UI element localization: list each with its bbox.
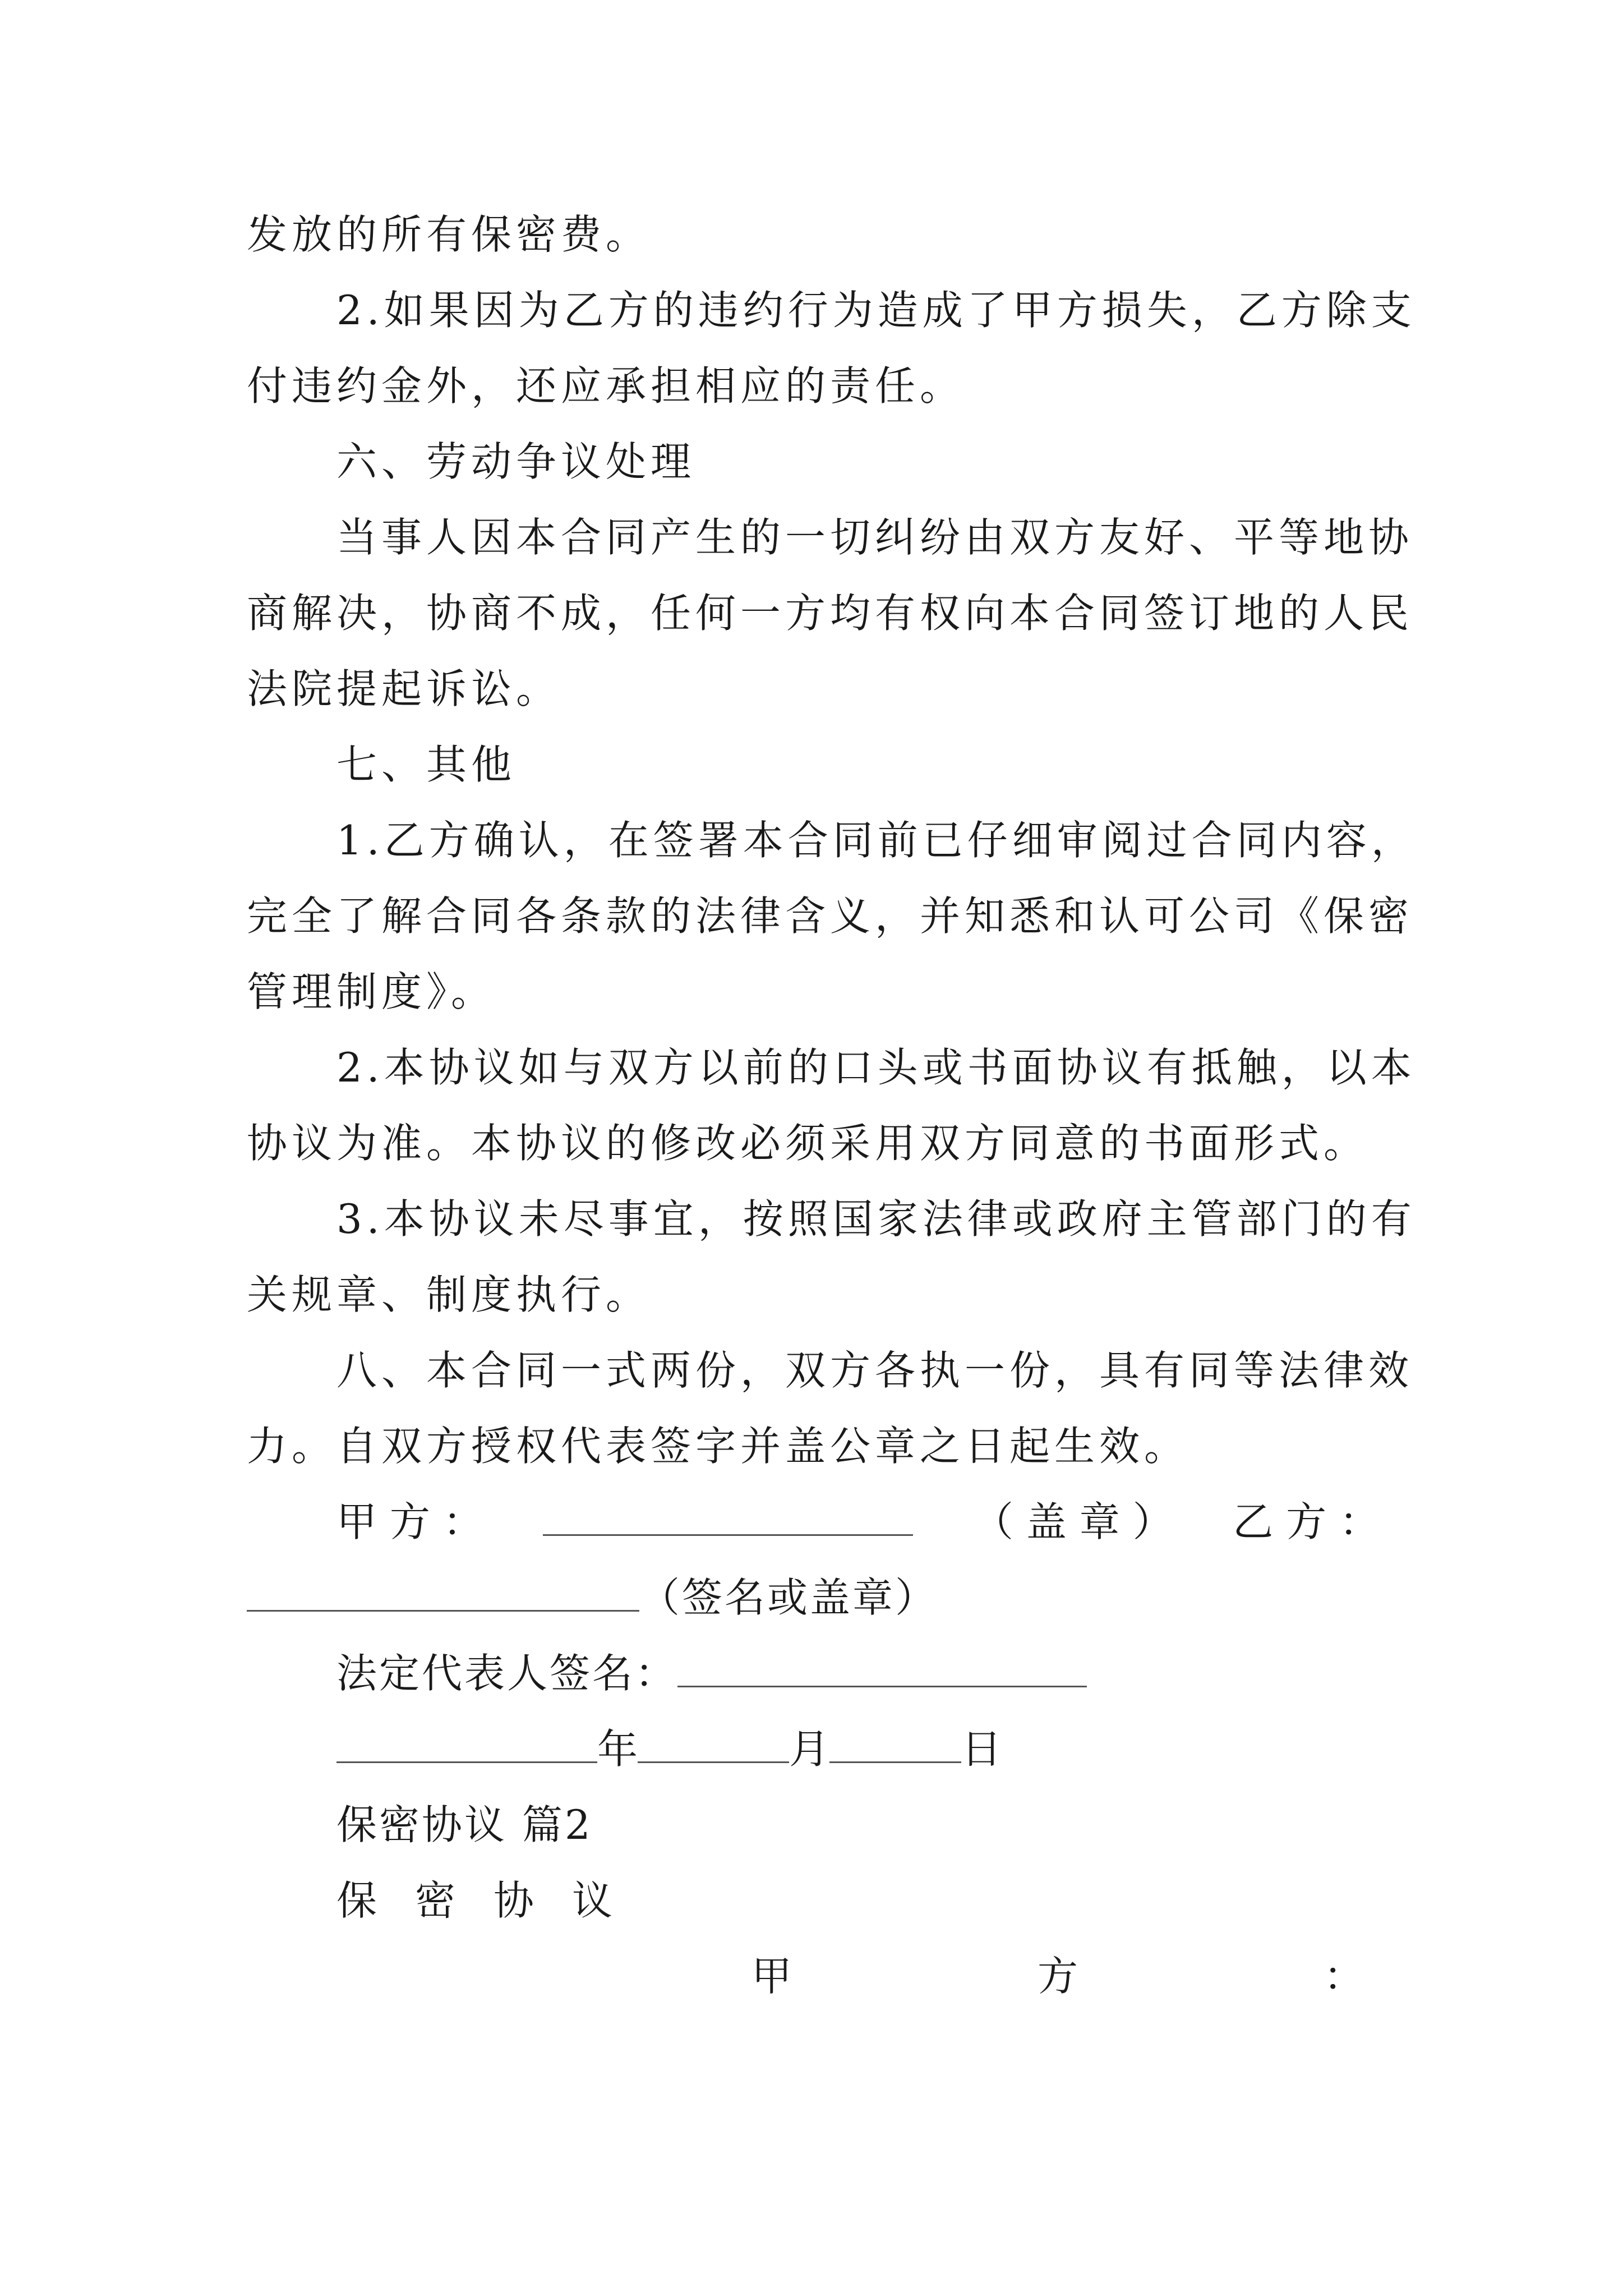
paragraph-line: 管理制度》。 <box>247 968 496 1015</box>
legal-rep-label: 法定代表人签名： <box>336 1650 678 1697</box>
party-a-label: 甲 方 ： <box>336 1498 483 1545</box>
sign-or-seal-label: （签名或盖章） <box>639 1574 938 1621</box>
legal-rep-line <box>336 1646 1380 1700</box>
paragraph-line: 3.本协议未尽事宜，按照国家法律或政府主管部门的有 <box>336 1195 1416 1243</box>
paragraph-line: 协议为准。本协议的修改必须采用双方同意的书面形式。 <box>247 1120 1369 1167</box>
paragraph-line: 2.如果因为乙方的违约行为造成了甲方损失，乙方除支 <box>336 287 1416 334</box>
section-heading: 七、其他 <box>336 741 517 788</box>
date-line <box>336 1722 1380 1776</box>
next-section-heading <box>336 1874 1380 1927</box>
next-section-title: 保密协议 篇2 <box>336 1801 593 1848</box>
party-b-blank <box>247 1571 639 1612</box>
paragraph-line: 法院提起诉讼。 <box>247 665 561 712</box>
paragraph-line: 付违约金外，还应承担相应的责任。 <box>247 362 965 409</box>
signature-row-parties <box>336 1495 1380 1549</box>
party-b-sign-line <box>247 1571 1380 1625</box>
party-b-label: 乙 方 ： <box>1233 1498 1380 1545</box>
next-party-a-line <box>751 1949 1368 2003</box>
paragraph-line: 力。自双方授权代表签字并盖公章之日起生效。 <box>247 1423 1189 1470</box>
party-a-char: 方 <box>1037 1953 1082 2000</box>
paragraph-line: 发放的所有保密费。 <box>247 211 651 258</box>
party-a-blank <box>543 1495 913 1536</box>
heading-char: 保 <box>336 1877 382 1924</box>
paragraph-line: 八、本合同一式两份，双方各执一份，具有同等法律效 <box>336 1347 1414 1394</box>
legal-rep-blank <box>677 1646 1087 1687</box>
paragraph-line: 2.本协议如与双方以前的口头或书面协议有抵触，以本 <box>336 1044 1416 1091</box>
heading-char: 议 <box>572 1877 617 1924</box>
paragraph-line: 完全了解合同各条款的法律含义，并知悉和认可公司《保密 <box>247 892 1414 940</box>
party-a-colon: ： <box>1323 1953 1368 2000</box>
month-label: 月 <box>789 1726 830 1773</box>
month-blank <box>638 1722 789 1763</box>
day-blank <box>829 1722 961 1763</box>
heading-char: 密 <box>415 1877 460 1924</box>
year-blank <box>336 1722 597 1763</box>
day-label: 日 <box>961 1726 1002 1773</box>
section-heading: 六、劳动争议处理 <box>336 438 696 485</box>
seal-label: （ 盖 章 ） <box>972 1498 1173 1545</box>
paragraph-line: 当事人因本合同产生的一切纠纷由双方友好、平等地协 <box>336 514 1414 561</box>
party-a-char: 甲 <box>751 1953 797 2000</box>
paragraph-line: 关规章、制度执行。 <box>247 1271 651 1318</box>
year-label: 年 <box>597 1726 638 1773</box>
paragraph-line: 商解决，协商不成，任何一方均有权向本合同签订地的人民 <box>247 590 1414 637</box>
heading-char: 协 <box>494 1877 539 1924</box>
paragraph-line: 1.乙方确认，在签署本合同前已仔细审阅过合同内容， <box>336 817 1416 864</box>
